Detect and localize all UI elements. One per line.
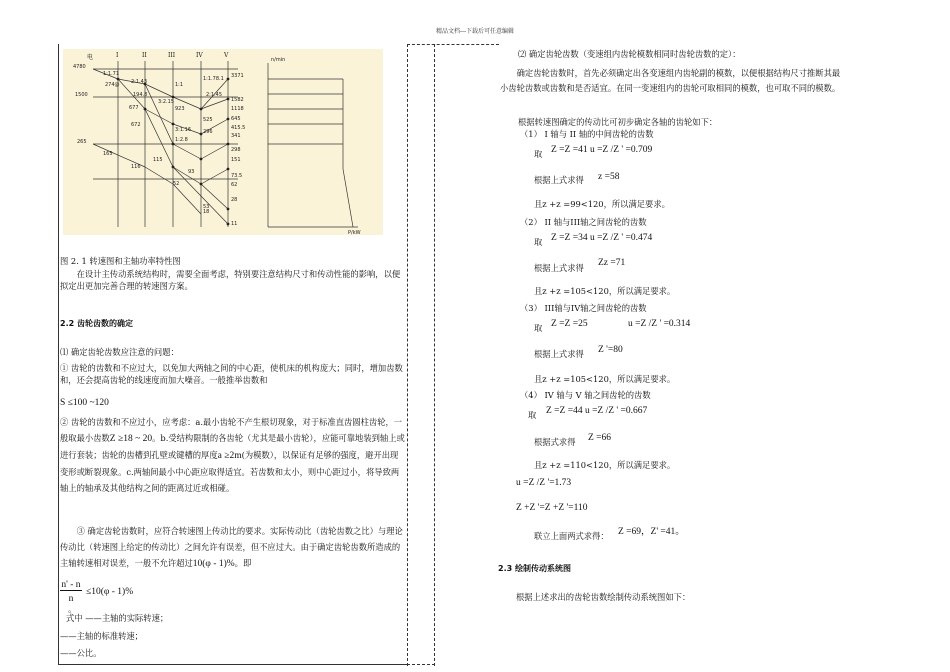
shaft-label-2: II xyxy=(142,52,147,59)
shaft-label-5: V xyxy=(224,52,229,59)
ratio-label: 116 xyxy=(131,164,141,170)
ratio-label: 3:2.15 xyxy=(158,99,174,105)
step-heading: （4） IV 轴与 V 轴之间齿轮的齿数 xyxy=(520,390,651,400)
ratio-label: 2:1.45 xyxy=(206,92,222,98)
step-heading: （2） II 轴与III轴之间齿轮的齿数 xyxy=(520,217,647,227)
paragraph: 确定齿轮齿数时，首先必须确定出各变速组内齿轮副的模数，以便根据结构尺寸推断其最小齿轮齿数或齿数和是否适宜。在同一变速组内的齿轮可取相同的模数，也可取不同的模数。 xyxy=(500,68,841,93)
ratio-label: 1:1.71 xyxy=(103,71,119,77)
output-speed-label: 298 xyxy=(231,147,241,153)
subheading: ⑵ 确定齿轮齿数（变速组内齿轮模数相同时齿轮齿数的定）： xyxy=(518,49,741,59)
take-label: 取 xyxy=(528,410,537,420)
formula: u =Z /Z ' =0.314 xyxy=(628,319,691,329)
output-speed-label: 28 xyxy=(231,197,238,203)
speed-label: 265 xyxy=(77,139,87,145)
section-heading-2-3: 2.3 绘制传动系统图 xyxy=(498,564,571,573)
formula: Z +Z '=Z +Z '=110 xyxy=(516,503,588,513)
shaft-label-4: IV xyxy=(196,52,203,59)
paragraph: 根据式求得 xyxy=(534,437,576,447)
step-heading: （1） I 轴与 II 轴的中间齿轮的齿数 xyxy=(520,129,654,139)
ratio-label: 53 xyxy=(203,204,210,210)
ratio-label: 115 xyxy=(153,157,163,163)
paragraph: 且z +z =99<120，所以满足要求。 xyxy=(534,199,670,209)
ratio-label: 1:1 xyxy=(175,82,184,88)
ratio-label: 3:1.16 xyxy=(175,127,191,133)
paragraph: ① 齿轮的齿数和不应过大，以免加大两轴之间的中心距，使机床的机构庞大；同时，增加齿数和，还会提高齿轮的线速度而加大噪音。一般推举齿数和 xyxy=(60,363,403,385)
output-speed-label: 341 xyxy=(231,133,241,139)
paragraph: 且z +z =105<120，所以满足要求。 xyxy=(534,286,676,296)
subheading: ⑴ 确定齿轮齿数应注意的问题： xyxy=(60,347,179,357)
output-speed-label: 62 xyxy=(231,182,238,188)
formula: Z '=80 xyxy=(598,345,623,355)
paragraph: 根据转速图确定的传动比可初步确定各轴的齿轮如下： xyxy=(518,117,718,127)
paragraph: 且z +z =105<120，所以满足要求。 xyxy=(534,374,676,384)
formula: Z =Z =44 u =Z /Z ' =0.667 xyxy=(546,406,648,416)
ratio-label: 274@ xyxy=(105,82,120,88)
ratio-label: 194.8 xyxy=(133,92,148,98)
output-speed-label: 151 xyxy=(231,157,241,163)
ratio-label: 1:2.8 xyxy=(175,137,188,143)
column-top-rule xyxy=(407,44,499,45)
shaft-label-1: I xyxy=(116,52,119,59)
output-speed-label: 1118 xyxy=(231,106,244,112)
paragraph: ③ 确定齿轮齿数时，应符合转速图上传动比的要求。实际传动比（齿轮齿数之比）与理论传动比（转速图上给定的传动比）之间允许有误差，但不应过大。由于确定齿轮齿数所造成的主轴转速相对误差，一般不允许超过10(φ - 1)%。即 xyxy=(60,526,403,569)
formula: u =Z /Z '=1.73 xyxy=(516,478,572,488)
paragraph: 且z +z =110<120，所以满足要求。 xyxy=(534,460,676,470)
ratio-label: 165 xyxy=(103,151,113,157)
formula: Z =66 xyxy=(588,433,612,443)
output-speed-label: 645 xyxy=(231,116,241,122)
section-heading-2-2: 2.2 齿轮齿数的确定 xyxy=(60,319,133,328)
ratio-label: 923 xyxy=(175,106,185,112)
ratio-label: 1:1.78.1 xyxy=(203,76,224,82)
period: 。 xyxy=(68,604,77,614)
output-speed-label: 73.5 xyxy=(231,173,243,179)
column-bottom-rule xyxy=(407,664,435,665)
formula: Z =Z =25 xyxy=(551,319,588,329)
ratio-label: 672 xyxy=(131,122,141,128)
ratio-label: 677 xyxy=(129,105,139,111)
ratio-label: 296 xyxy=(203,129,213,135)
page-header: 精品文档---下载后可任意编辑 xyxy=(435,28,515,35)
figure-caption: 图 2. 1 转速图和主轴功率特性图 xyxy=(60,256,181,266)
formula: ≤10(φ - 1)% xyxy=(86,587,134,597)
ratio-label: 93 xyxy=(188,169,195,175)
take-label: 取 xyxy=(534,323,543,333)
output-speed-label: 415.5 xyxy=(231,125,246,131)
paragraph: 联立上面两式求得： xyxy=(534,531,609,541)
output-speed-label: 11 xyxy=(231,221,238,227)
formula: Z =69，Z' =41。 xyxy=(618,527,685,537)
paragraph: 在设计主传动系统结构时，需要全面考虑，特别要注意结构尺寸和传动性能的影响，以便拟定出更加完善合理的转速图方案。 xyxy=(60,269,401,291)
power-axis-label: P/kW xyxy=(348,230,361,236)
formula: Z =Z =41 u =Z /Z ' =0.709 xyxy=(551,145,653,155)
paragraph: 根据上式求得 xyxy=(534,349,584,359)
speed-diagram-figure xyxy=(63,49,383,235)
ratio-label: 525 xyxy=(203,117,213,123)
take-label: 取 xyxy=(534,237,543,247)
output-speed-label: 1582 xyxy=(231,97,244,103)
formula: Zz =71 xyxy=(598,258,626,268)
take-label: 取 xyxy=(534,149,543,159)
speed-label: 4780 xyxy=(73,64,86,70)
rpm-axis-label: n/min xyxy=(271,57,286,63)
paragraph: 根据上述求出的齿轮齿数绘制传动系统图如下： xyxy=(516,592,691,602)
shaft-label-3: III xyxy=(168,52,176,59)
paragraph: 根据上式求得 xyxy=(534,263,584,273)
fraction-numerator: n' - n xyxy=(61,580,81,590)
speed-label: 1500 xyxy=(75,92,88,98)
formula: z =58 xyxy=(598,172,620,182)
legend-line: ——公比。 xyxy=(60,648,102,658)
ratio-label: 52 xyxy=(173,181,180,187)
column-divider-2 xyxy=(434,44,435,666)
legend-line: ——主轴的标准转速； xyxy=(60,631,143,641)
output-speed-label: 3371 xyxy=(231,73,244,79)
formula: S ≤100 ~120 xyxy=(60,398,109,408)
legend-line: 式中 ——主轴的实际转速； xyxy=(66,613,169,623)
fraction-denominator: n xyxy=(68,594,74,604)
paragraph: ② 齿轮的齿数和不应过小，应考虑：a.最小齿轮不产生根切现象，对于标准直齿圆柱齿轮，一般取最小齿数Z ≥18 ~ 20。b.受结构限制的各齿轮（尤其是最小齿轮），应能可靠地装到轴上或进行套装；齿轮的齿槽到孔壁或键槽的厚度a ≥2m(为模数），以保证有足够的强度，避开出现变形或断裂现象。c.两轴间最小中心距应取得适宜。若齿数和太小，则中心距过小，将导致两轴上的轴承及其他结构之间的距离过近或相碰。 xyxy=(60,417,405,493)
step-heading: （3） III轴与IV轴之间齿轮的齿数 xyxy=(520,303,647,313)
shaft-label-motor: 电 xyxy=(87,54,94,61)
column-divider xyxy=(407,44,408,666)
formula: Z =Z =34 u =Z /Z ' =0.474 xyxy=(551,233,653,243)
output-speed-label: 18 xyxy=(203,209,210,215)
ratio-label: 2:1.43 xyxy=(131,79,147,85)
paragraph: 根据上式求得 xyxy=(534,175,584,185)
